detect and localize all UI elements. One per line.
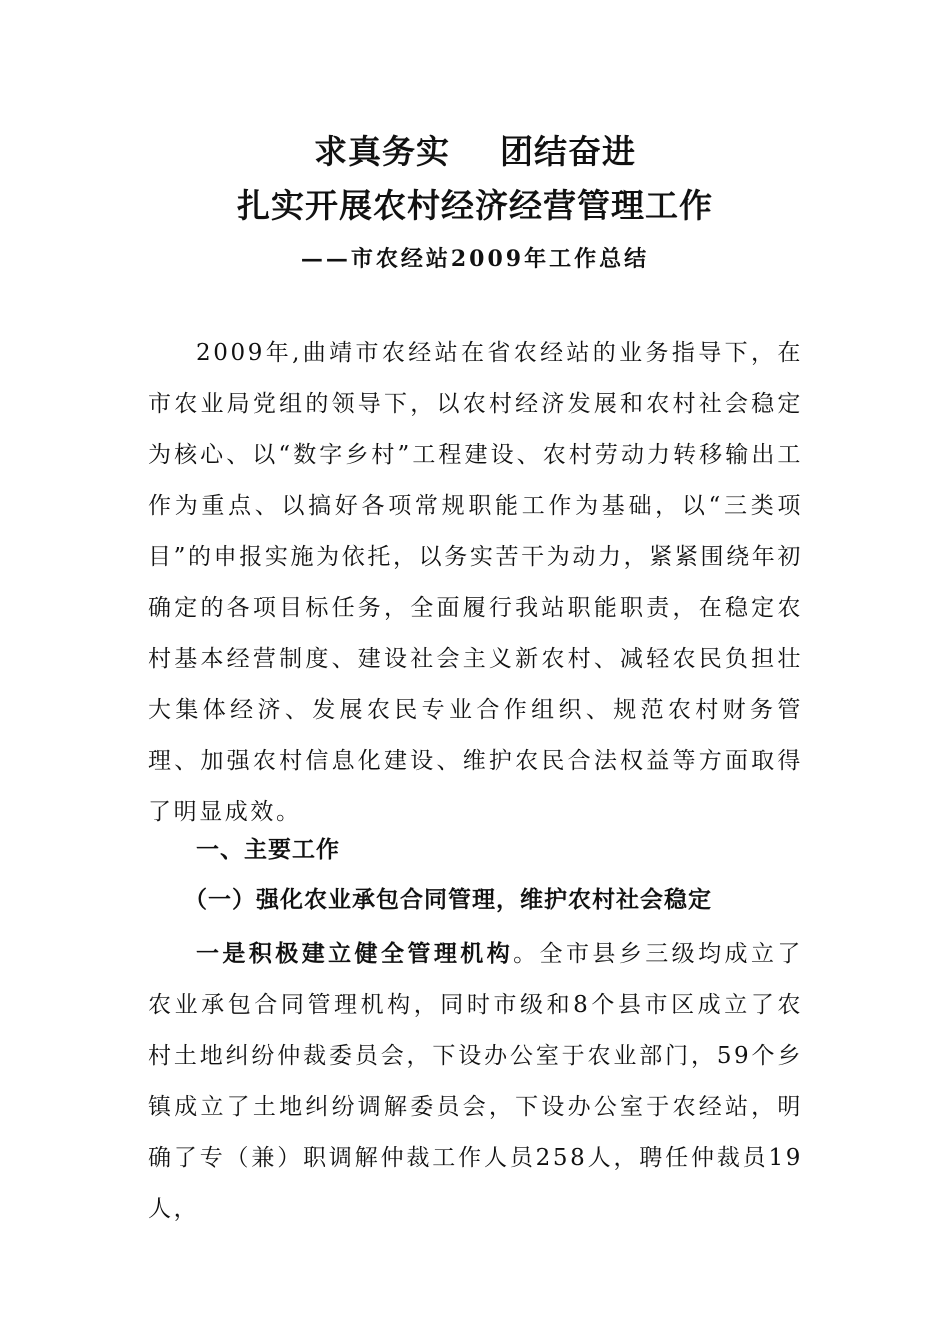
document-title-line1: 求真务实 团结奋进 xyxy=(314,132,636,171)
document-subtitle: ——市农经站2009年工作总结 xyxy=(300,246,650,272)
paragraph-management-agencies xyxy=(148,928,803,1235)
paragraph-body-text: 。全市县乡三级均成立了农业承包合同管理机构，同时市级和8个县市区成立了农村土地纠纷仲裁委员会，下设办公室于农业部门，59个乡镇成立了土地纠纷调解委员会，下设办公室于农经站，明确了专（兼）职调解仲裁工作人员258人，聘任仲裁员19人， xyxy=(148,941,803,1222)
paragraph-lead-phrase: 一是积极建立健全管理机构 xyxy=(196,940,514,967)
document-title-line2: 扎实开展农村经济经营管理工作 xyxy=(237,186,713,225)
intro-paragraph: 2009年,曲靖市农经站在省农经站的业务指导下，在市农业局党组的领导下，以农村经济发展和农村社会稳定为核心、以“数字乡村”工程建设、农村劳动力转移输出工作为重点、以搞好各项常规职能工作为基础，以“三类项目”的申报实施为依托，以务实苦干为动力，紧紧围绕年初确定的各项目标任务，全面履行我站职能职责，在稳定农村基本经营制度、建设社会主义新农村、减轻农民负担壮大集体经济、发展农民专业合作组织、规范农村财务管理、加强农村信息化建设、维护农民合法权益等方面取得了明显成效。 xyxy=(148,340,803,825)
subsection-heading: （一）强化农业承包合同管理，维护农村社会稳定 xyxy=(184,886,712,913)
section-heading: 一、主要工作 xyxy=(196,836,340,863)
